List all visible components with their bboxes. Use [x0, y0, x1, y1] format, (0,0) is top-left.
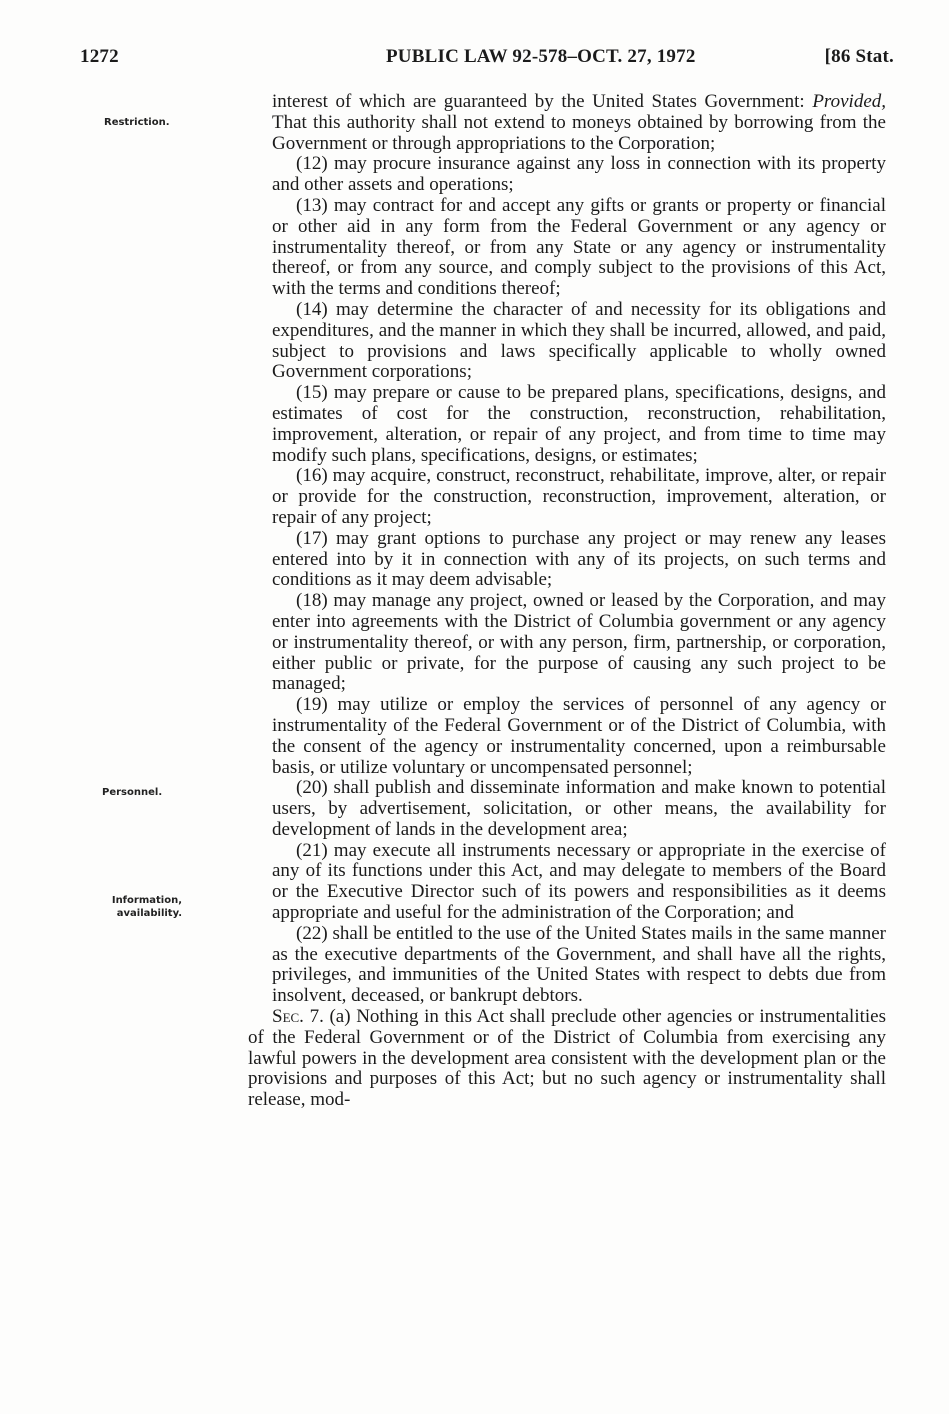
paragraph-continuation — [248, 92, 886, 154]
paragraph-14: (14) may determine the character of and necessity for its obligations and expenditures, and the manner in which they shall be incurred, allowed, and paid, subject to provisions and laws specifically applicable to wholly owned Government corporations; — [272, 298, 886, 383]
paragraph-18: (18) may manage any project, owned or leased by the Corporation, and may enter into agreements with the District of Columbia government or any agency or instrumentality thereof, or with any person, firm, partnership, or corporation, either public or private, for the purpose of causing any such project to be managed; — [272, 590, 886, 695]
page-number: 1272 — [80, 46, 119, 67]
section-label: Sec. 7. — [272, 1006, 324, 1028]
running-title: PUBLIC LAW 92-578–OCT. 27, 1972 — [386, 46, 696, 67]
paragraph-21: (21) may execute all instruments necessary or appropriate in the exercise of any of its functions under this Act, and may delegate to members of the Board or the Executive Director such of its powers and responsibilities as it deems appropriate and useful for the administration of the Corporation; and — [272, 839, 886, 924]
page-header — [80, 40, 894, 70]
paragraph-22: (22) shall be entitled to the use of the United States mails in the same manner as the executive departments of the Government, and shall have all the rights, privileges, and immunities of the United States with respect to debts due from insolvent, deceased, or bankrupt debtors. — [272, 922, 886, 1007]
margin-note-restriction: Restriction. — [104, 117, 170, 128]
paragraph-16: (16) may acquire, construct, reconstruct, rehabilitate, improve, alter, or repair or provide for the construction, reconstruction, improvement, alteration, or repair of any project; — [272, 465, 886, 528]
section-7-paragraph — [248, 1007, 886, 1111]
continuation-text: interest of which are guaranteed by the United States Government: — [272, 91, 805, 112]
margin-note-personnel: Personnel. — [102, 787, 163, 798]
continuation-text: That this authority shall not extend to moneys obtained by borrowing from the Government or through appropriations to the Corporation; — [272, 111, 886, 154]
statute-body-text — [248, 92, 886, 1111]
margin-note-information-availability — [88, 894, 182, 920]
paragraph-20: (20) shall publish and disseminate information and make known to potential users, by advertisement, solicitation, or other means, the availability for development of lands in the development area; — [272, 777, 886, 840]
statute-volume-reference: [86 Stat. — [824, 46, 894, 67]
section-7-text: (a) Nothing in this Act shall preclude other agencies or instrumentalities of the Federal Government or of the District of Columbia from exercising any lawful powers in the development area consistent with the development plan or the provisions and purposes of this Act; but no such agency or instrumentality shall release, mod- — [248, 1006, 886, 1111]
paragraph-17: (17) may grant options to purchase any project or may renew any leases entered into by it in connection with any of its projects, on such terms and conditions as it may deem advisable; — [272, 527, 886, 591]
paragraph-15: (15) may prepare or cause to be prepared plans, specifications, designs, and estimates of cost for the construction, reconstruction, rehabilitation, improvement, alteration, or repair of any project, and from time to time may modify such plans, specifications, designs, or estimates; — [272, 382, 886, 466]
paragraph-13: (13) may contract for and accept any gifts or grants or property or financial or other aid in any form from the Federal Government or any agency or instrumentality thereof, or from any State or any agency or instrumentality thereof, or from any source, and comply subject to the provisions of this Act, with the terms and conditions thereof; — [272, 194, 886, 300]
paragraph-12: (12) may procure insurance against any loss in connection with its property and other assets and operations; — [272, 153, 886, 196]
provided-clause: Provided, — [812, 91, 887, 112]
margin-note-line: availability. — [116, 908, 182, 919]
margin-note-line: Information, — [111, 895, 182, 906]
paragraph-19: (19) may utilize or employ the services of personnel of any agency or instrumentality of the Federal Government or of the District of Columbia, with the consent of the agency or instrumentality concerned, upon a reimbursable basis, or utilize voluntary or uncompensated personnel; — [272, 694, 886, 778]
